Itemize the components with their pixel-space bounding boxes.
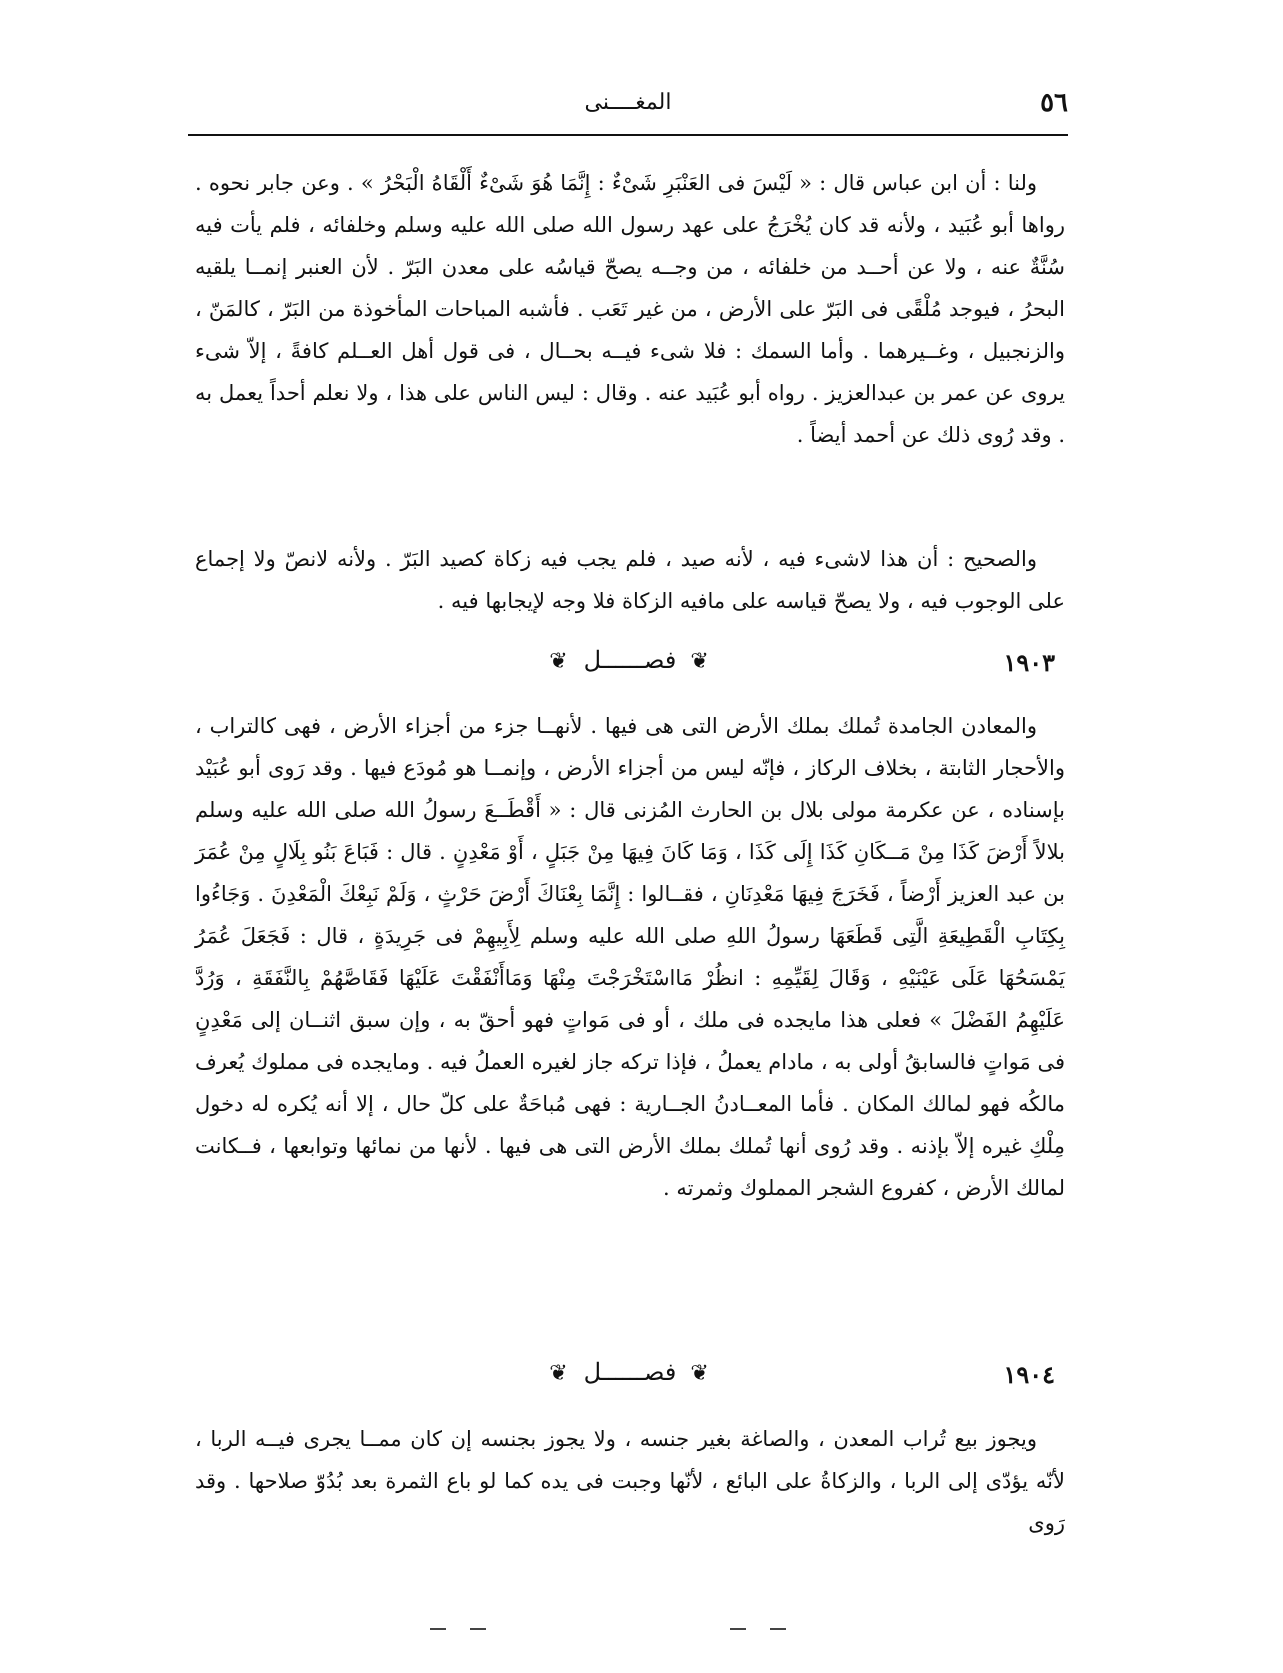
section-number: ١٩٠٣ <box>1003 648 1055 677</box>
page-header <box>188 88 1068 130</box>
ornament-icon: ❦ <box>690 1361 711 1386</box>
footer-dash <box>730 1628 746 1630</box>
section-heading <box>195 1358 1065 1398</box>
paragraph: والمعادن الجامدة تُملك بملك الأرض التى هى فيها . لأنهــا جزء من أجزاء الأرض ، فهى كالتراب ، والأحجار الثابتة ، بخلاف الركاز ، فإنّه ليس من أجزاء الأرض ، وإنمــا هو مُودَع فيها . وقد رَوى أبو عُبَيْد بإسناده ، عن عكرمة مولى بلال بن الحارث المُزنى قال : « أَقْطَــعَ رسولُ الله صلى الله عليه وسلم بلالاً أَرْضَ كَذَا مِنْ مَــكَانِ كَذَا إِلَى كَذَا ، وَمَا كَانَ فِيهَا مِنْ جَبَلٍ ، أَوْ مَعْدِنٍ . قال : فَبَاعَ بَنُو بِلَالٍ مِنْ عُمَرَ بن عبد العزيز أَرْضاً ، فَخَرَجَ فِيهَا مَعْدِنَانِ ، فقــالوا : إِنَّمَا بِعْنَاكَ أَرْضَ حَرْثٍ ، وَلَمْ نَبِعْكَ الْمَعْدِنَ . وَجَاءُوا بِكِتَابِ الْقَطِيعَةِ الَّتِى قَطَعَهَا رسولُ اللهِ صلى الله عليه وسلم لِأَبِيهِمْ فى جَرِيدَةٍ ، قال : فَجَعَلَ عُمَرُ يَمْسَحُهَا عَلَى عَيْنَيْهِ ، وَقَالَ لِقَيِّمِهِ : انظُرْ مَااسْتَخْرَجْتَ مِنْهَا وَمَاأَنْفَقْتَ عَلَيْهَا فَقَاصَّهُمْ بِالنَّفَقَةِ ، وَرُدَّ عَلَيْهِمُ الفَضْلَ » فعلى هذا مايجده فى ملك ، أو فى مَواتٍ فهو أحقّ به ، وإن سبق اثنــان إلى مَعْدِنٍ فى مَواتٍ فالسابقُ أولى به ، مادام يعملُ ، فإذا تركه جاز لغيره العملُ فيه . ومايجده فى مملوك يُعرف مالكُه فهو لمالك المكان . فأما المعــادنُ الجــارية : فهى مُباحَةٌ على كلّ حال ، إلا أنه يُكره له دخول مِلْكِ غيره إلاّ بإذنه . وقد رُوى أنها تُملك بملك الأرض التى هى فيها . لأنها من نمائها وتوابعها ، فــكانت لمالك الأرض ، كفروع الشجر المملوك وثمرته . <box>195 714 1065 1200</box>
section-title: فصــــــل <box>583 1358 677 1386</box>
text-block-3 <box>195 705 1065 1209</box>
page-number: ٥٦ <box>1040 88 1068 118</box>
footer-dash <box>770 1628 786 1630</box>
running-title: المغــــنى <box>584 90 672 115</box>
footer-marks <box>430 1628 850 1634</box>
section-number: ١٩٠٤ <box>1003 1360 1055 1389</box>
ornament-icon: ❦ <box>549 649 570 674</box>
ornament-icon: ❦ <box>690 649 711 674</box>
ornament-icon: ❦ <box>549 1361 570 1386</box>
text-block-4 <box>195 1418 1065 1544</box>
paragraph: والصحيح : أن هذا لاشىء فيه ، لأنه صيد ، فلم يجب فيه زكاة كصيد البَرّ . ولأنه لانصّ ولا إجماع على الوجوب فيه ، ولا يصحّ قياسه على مافيه الزكاة فلا وجه لإيجابها فيه . <box>195 547 1065 613</box>
section-heading <box>195 646 1065 686</box>
paragraph: ويجوز بيع تُراب المعدن ، والصاغة بغير جنسه ، ولا يجوز بجنسه إن كان ممــا يجرى فيــه الربا ، لأنّه يؤدّى إلى الربا ، والزكاةُ على البائع ، لأنّها وجبت فى يده كما لو باع الثمرة بعد بُدُوّ صلاحها . وقد رَوى <box>195 1427 1065 1535</box>
text-block-1 <box>195 162 1065 456</box>
section-title: فصــــــل <box>583 646 677 674</box>
header-rule <box>188 134 1068 136</box>
paragraph: ولنا : أن ابن عباس قال : « لَيْسَ فى العَنْبَرِ شَىْءٌ : إِنَّمَا هُوَ شَىْءٌ أَلْقَاهُ الْبَحْرُ » . وعن جابر نحوه . رواها أبو عُبَيد ، ولأنه قد كان يُخْرَجُ على عهد رسول الله صلى الله عليه وسلم وخلفائه ، فلم يأت فيه سُنَّةٌ عنه ، ولا عن أحــد من خلفائه ، من وجــه يصحّ قياسُه على معدن البَرّ . لأن العنبر إنمــا يلقيه البحرُ ، فيوجد مُلْقًى فى البَرّ على الأرض ، من غير تَعَب . فأشبه المباحات المأخوذة من البَرّ ، كالمَنّ ، والزنجبيل ، وغــيرهما . وأما السمك : فلا شىء فيــه بحــال ، فى قول أهل العــلم كافةً ، إلاّ شىء يروى عن عمر بن عبدالعزيز . رواه أبو عُبَيد عنه . وقال : ليس الناس على هذا ، ولا نعلم أحداً يعمل به . وقد رُوى ذلك عن أحمد أيضاً . <box>195 171 1065 447</box>
text-block-2 <box>195 538 1065 622</box>
footer-dash <box>430 1628 446 1630</box>
footer-dash <box>470 1628 486 1630</box>
